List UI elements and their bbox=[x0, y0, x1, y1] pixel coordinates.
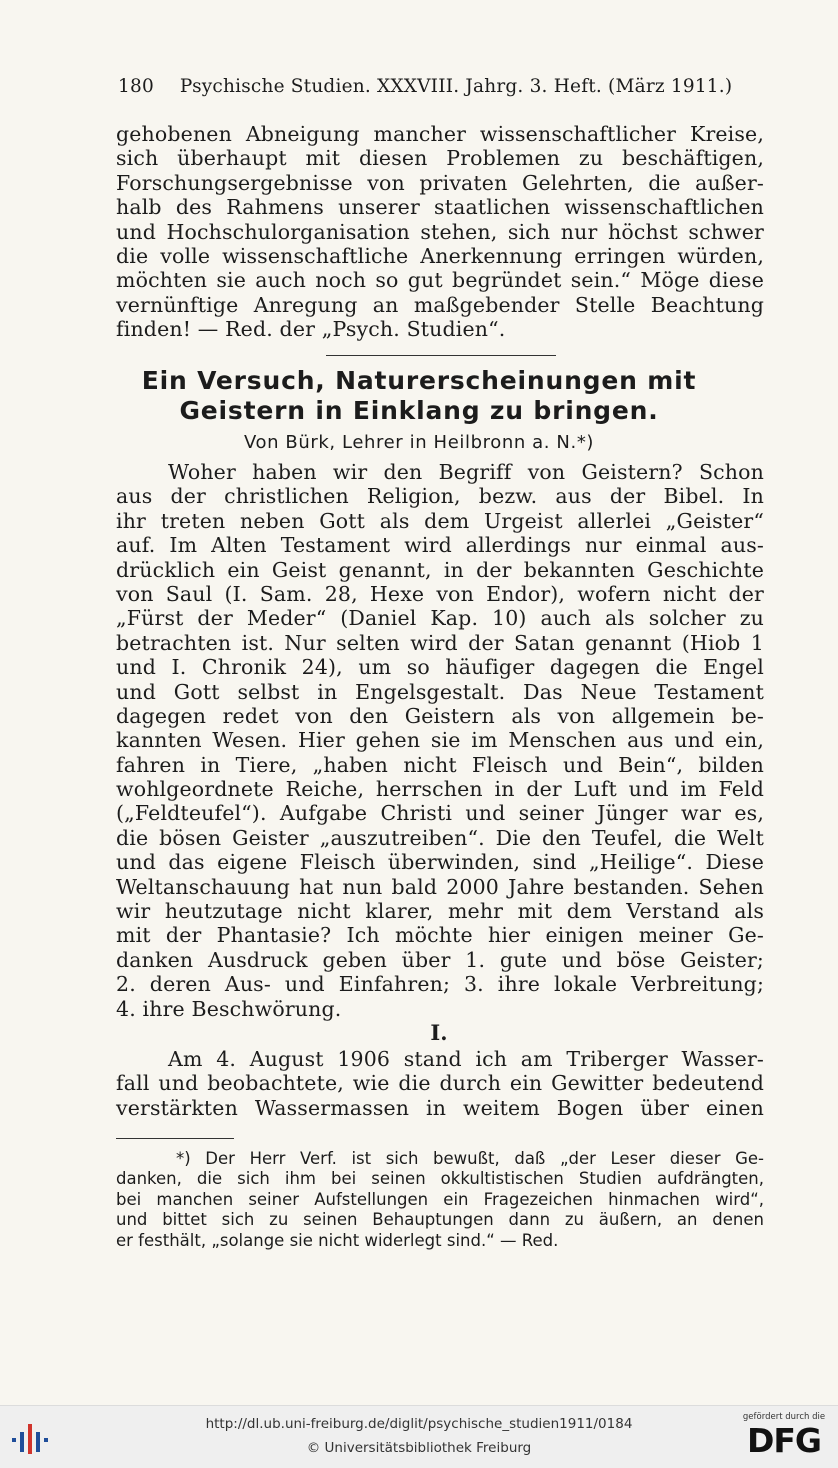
text-line: wohlgeordnete Reiche, herrschen in der Luft und im Feld bbox=[116, 777, 764, 802]
text-line: mit der Phantasie? Ich möchte hier einigen meiner Ge- bbox=[116, 923, 764, 948]
text-line: und I. Chronik 24), um so häufiger dagegen die Engel bbox=[116, 655, 764, 680]
text-line: die bösen Geister „auszutreiben“. Die den Teufel, die Welt bbox=[116, 825, 764, 850]
article-byline: Von Bürk, Lehrer in Heilbronn a. N.*) bbox=[243, 432, 595, 453]
text-line: gehobenen Abneigung mancher wissenschaftlicher Kreise, bbox=[116, 122, 764, 146]
text-line: halb des Rahmens unserer staatlichen wissenschaftlichen bbox=[116, 195, 764, 220]
footnote-line: bei manchen seiner Aufstellungen ein Fragezeichen hinmachen wird“, bbox=[116, 1189, 764, 1209]
text-line: dagegen redet von den Geistern als von allgemein be- bbox=[116, 703, 764, 728]
footnote bbox=[116, 1149, 764, 1251]
text-line: betrachten ist. Nur selten wird der Satan genannt (Hiob 1 bbox=[116, 630, 764, 655]
text-line: möchten sie auch noch so gut begründet sein.“ Möge diese bbox=[116, 268, 764, 293]
footnote-line: danken, die sich ihm bei seinen okkultistischen Studien aufdrängten, bbox=[116, 1169, 764, 1189]
text-line: ihr treten neben Gott als dem Urgeist allerlei „Geister“ bbox=[116, 508, 764, 533]
section-numeral: I. bbox=[430, 1020, 448, 1045]
text-line: fahren in Tiere, „haben nicht Fleisch und Bein“, bilden bbox=[116, 752, 764, 777]
text-line: aus der christlichen Religion, bezw. aus der Bibel. In bbox=[116, 484, 764, 509]
text-line: und Hochschulorganisation stehen, sich nur höchst schwer bbox=[116, 219, 764, 244]
text-line: verstärkten Wassermassen in weitem Bogen über einen bbox=[116, 1095, 764, 1120]
text-line: Woher haben wir den Begriff von Geistern? Schon bbox=[168, 460, 764, 484]
footnote-line: *) Der Herr Verf. ist sich bewußt, daß „der Leser dieser Ge- bbox=[176, 1149, 764, 1168]
text-line: Am 4. August 1906 stand ich am Triberger Wasser- bbox=[168, 1047, 764, 1071]
text-line: von Saul (I. Sam. 28, Hexe von Endor), wofern nicht der bbox=[116, 581, 764, 606]
section-paragraph bbox=[116, 1047, 764, 1120]
page-number: 180 bbox=[118, 76, 154, 97]
text-line: 2. deren Aus- und Einfahren; 3. ihre lokale Verbreitung; bbox=[116, 972, 764, 997]
text-line: vernünftige Anregung an maßgebender Stelle Beachtung bbox=[116, 292, 764, 317]
dfg-tagline: gefördert durch die bbox=[742, 1412, 826, 1422]
dfg-logo-icon bbox=[738, 1412, 830, 1464]
text-line: danken Ausdruck geben über 1. gute und böse Geister; bbox=[116, 947, 764, 972]
permalink-url[interactable]: http://dl.ub.uni-freiburg.de/diglit/psychische_studien1911/0184 bbox=[205, 1416, 633, 1432]
text-line: 4. ihre Beschwörung. bbox=[116, 996, 342, 1021]
dfg-wordmark: DFG bbox=[746, 1421, 822, 1460]
text-line: auf. Im Alten Testament wird allerdings nur einmal aus- bbox=[116, 533, 764, 558]
text-line: und das eigene Fleisch überwinden, sind „Heilige“. Diese bbox=[116, 850, 764, 875]
text-line: finden! — Red. der „Psych. Studien“. bbox=[116, 317, 506, 342]
running-title: Psychische Studien. XXXVIII. Jahrg. 3. Heft. (März 1911.) bbox=[179, 76, 733, 97]
article-title-line-2: Geistern in Einklang zu bringen. bbox=[179, 396, 659, 425]
section-divider bbox=[326, 355, 556, 356]
footnote-rule bbox=[116, 1138, 234, 1139]
footnote-line: er festhält, „solange sie nicht widerlegt sind.“ — Red. bbox=[116, 1230, 559, 1250]
text-line: kannten Wesen. Hier gehen sie im Menschen aus und ein, bbox=[116, 728, 764, 753]
text-line: drücklich ein Geist genannt, in der bekannten Geschichte bbox=[116, 557, 764, 582]
body-paragraph bbox=[116, 460, 764, 1021]
intro-paragraph bbox=[116, 122, 764, 342]
viewer-footer bbox=[0, 1405, 838, 1468]
footnote-line: und bittet sich zu seinen Behauptungen dann zu äußern, an denen bbox=[116, 1210, 764, 1230]
running-header bbox=[118, 76, 764, 97]
article-title-line-1: Ein Versuch, Naturerscheinungen mit bbox=[141, 366, 697, 395]
text-line: Weltanschauung hat nun bald 2000 Jahre bestanden. Sehen bbox=[116, 874, 764, 899]
text-line: („Feldteufel“). Aufgabe Christi und seiner Jünger war es, bbox=[116, 801, 764, 826]
copyright-notice: © Universitätsbibliothek Freiburg bbox=[306, 1440, 532, 1456]
text-line: sich überhaupt mit diesen Problemen zu beschäftigen, bbox=[116, 146, 764, 171]
text-line: und Gott selbst in Engelsgestalt. Das Neue Testament bbox=[116, 679, 764, 704]
text-line: fall und beobachtete, wie die durch ein Gewitter bedeutend bbox=[116, 1071, 764, 1096]
text-line: wir heutzutage nicht klarer, mehr mit dem Verstand als bbox=[116, 899, 764, 924]
text-line: „Fürst der Meder“ (Daniel Kap. 10) auch als solcher zu bbox=[116, 606, 764, 631]
text-line: Forschungsergebnisse von privaten Gelehrten, die außer- bbox=[116, 170, 764, 195]
text-line: die volle wissenschaftliche Anerkennung erringen würden, bbox=[116, 243, 764, 268]
